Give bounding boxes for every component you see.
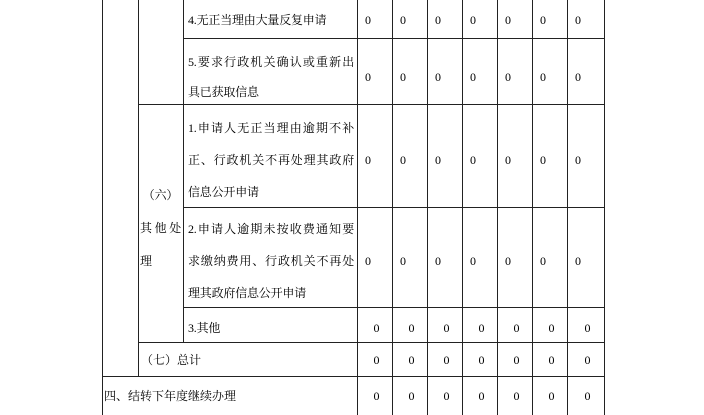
value-cell: 0 [533, 39, 567, 104]
carry-over-value-cell: 0 [568, 377, 604, 415]
value-cell: 0 [498, 308, 532, 342]
value-cell: 0 [533, 208, 567, 307]
total-value-cell: 0 [533, 343, 567, 376]
value-cell: 0 [358, 39, 392, 104]
total-value-cell: 0 [463, 343, 497, 376]
value-cell: 0 [358, 208, 392, 307]
carry-over-value-cell: 0 [533, 377, 567, 415]
total-value-cell: 0 [498, 343, 532, 376]
row-label-cell [184, 208, 357, 307]
value-cell: 0 [463, 105, 497, 207]
value-cell: 0 [358, 105, 392, 207]
row-label-line: 2.申请人逾期未按收费通知要 [188, 222, 354, 236]
value-cell: 0 [568, 105, 604, 207]
row-label-line: 1.申请人无正当理由逾期不补 [188, 121, 354, 135]
value-cell: 0 [358, 308, 392, 342]
category-label-line: （六） [142, 187, 179, 202]
carry-over-value-cell: 0 [428, 377, 462, 415]
value-cell: 0 [428, 105, 462, 207]
value-cell: 0 [463, 39, 497, 104]
total-label: （七）总计 [139, 343, 357, 376]
carry-over-value-cell: 0 [393, 377, 427, 415]
value-cell: 0 [428, 0, 462, 38]
value-cell: 0 [568, 39, 604, 104]
other-handling-category-cell [139, 105, 183, 342]
value-cell: 0 [463, 208, 497, 307]
total-value-cell: 0 [428, 343, 462, 376]
category-label-line: 其他处 [140, 220, 181, 235]
value-cell: 0 [358, 0, 392, 38]
value-cell: 0 [568, 0, 604, 38]
total-value-cell: 0 [393, 343, 427, 376]
carry-over-value-cell: 0 [498, 377, 532, 415]
value-cell: 0 [428, 308, 462, 342]
row-label-line: 具已获取信息 [188, 85, 259, 99]
statistics-table [102, 0, 605, 415]
row-label-line: 5.要求行政机关确认或重新出 [188, 55, 354, 69]
row-label-line: 正、行政机关不再处理其政府 [188, 153, 354, 167]
carry-over-value-cell: 0 [463, 377, 497, 415]
carry-over-label: 四、结转下年度继续办理 [103, 377, 357, 415]
row-label-line: 4.无正当理由大量反复申请 [188, 13, 327, 27]
value-cell: 0 [533, 308, 567, 342]
carry-over-value-cell: 0 [358, 377, 392, 415]
value-cell: 0 [393, 105, 427, 207]
value-cell: 0 [393, 0, 427, 38]
value-cell: 0 [428, 208, 462, 307]
value-cell: 0 [393, 208, 427, 307]
row-label-line: 求缴纳费用、行政机关不再处 [188, 254, 354, 268]
value-cell: 0 [533, 105, 567, 207]
value-cell: 0 [463, 308, 497, 342]
total-value-cell: 0 [358, 343, 392, 376]
value-cell: 0 [568, 208, 604, 307]
value-cell: 0 [498, 39, 532, 104]
value-cell: 0 [498, 208, 532, 307]
value-cell: 0 [498, 105, 532, 207]
section-category-cell [103, 0, 138, 376]
value-cell: 0 [428, 39, 462, 104]
category-label-line: 理 [140, 253, 152, 268]
row-label-cell [184, 308, 357, 342]
value-cell: 0 [498, 0, 532, 38]
value-cell: 0 [393, 308, 427, 342]
value-cell: 0 [533, 0, 567, 38]
row-label-cell [184, 0, 357, 38]
row-label-line: 3.其他 [188, 321, 221, 335]
row-label-cell [184, 105, 357, 207]
value-cell: 0 [393, 39, 427, 104]
total-value-cell: 0 [568, 343, 604, 376]
row-label-line: 信息公开申请 [188, 185, 259, 199]
value-cell: 0 [568, 308, 604, 342]
row-label-line: 理其政府信息公开申请 [188, 286, 307, 300]
row-label-cell [184, 39, 357, 104]
group-category-cell [139, 0, 183, 104]
value-cell: 0 [463, 0, 497, 38]
